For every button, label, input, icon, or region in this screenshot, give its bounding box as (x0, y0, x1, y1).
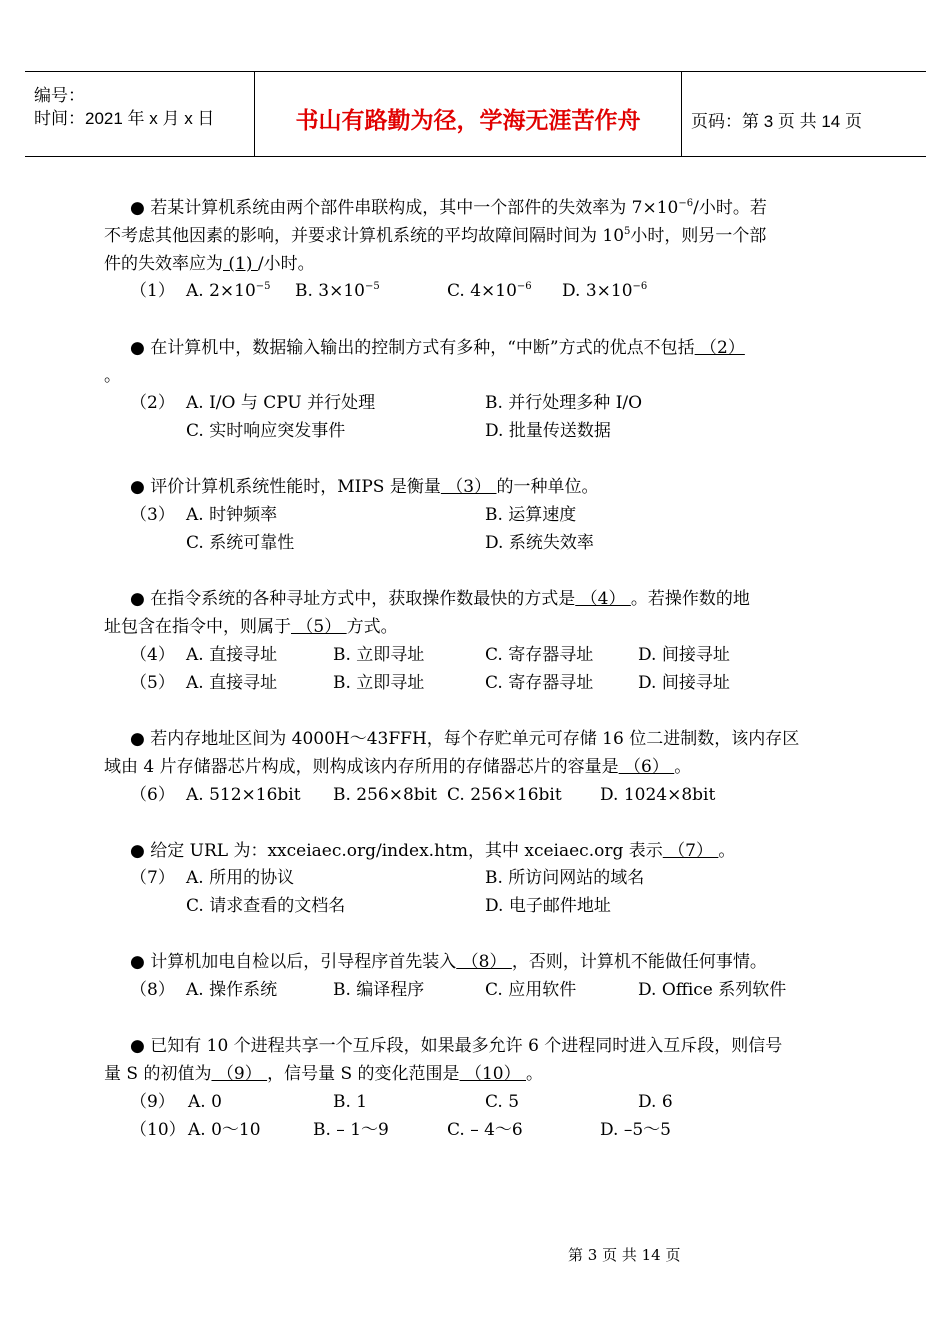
q7-option-a: A. 所用的协议 (186, 868, 295, 888)
answer-blank: （3） (440, 477, 497, 497)
q3-line1: ● 评价计算机系统性能时，MIPS 是衡量 （3） 的一种单位。 (130, 477, 599, 497)
q1-option-b: B. $3\times 10^{-5}$ (295, 281, 380, 301)
q1-line3: 件的失效率应为 (1) /小时。 (104, 254, 315, 274)
q7-num: （7） (130, 868, 175, 888)
q2-option-c: C. 实时响应突发事件 (186, 421, 346, 441)
q6-num: （6） (130, 785, 175, 805)
q6-option-b: B. 256×8bit (333, 785, 437, 805)
answer-blank: （7） (662, 841, 719, 861)
q9-option-d: D. 6 (638, 1092, 673, 1112)
page-label: 页码：第 3 页 共 14 页 (691, 112, 862, 131)
answer-blank: （4） (575, 589, 631, 609)
q2-option-d: D. 批量传送数据 (485, 421, 611, 441)
q1-option-a: A. $2\times 10^{-5}$ (186, 281, 271, 301)
q1-num: （1） (130, 281, 175, 301)
q10-option-c: C. – 4～6 (447, 1120, 523, 1140)
answer-blank: （2） (694, 338, 745, 358)
header-left-cell (25, 72, 255, 156)
time-label: 时间：2021 年 x 月 x 日 (34, 109, 215, 128)
q2-option-b: B. 并行处理多种 I/O (485, 393, 643, 413)
q45-line2: 址包含在指令中，则属于 （5） 方式。 (104, 617, 398, 637)
q5-num: （5） (130, 673, 175, 693)
q4-option-c: C. 寄存器寻址 (485, 645, 594, 665)
q5-option-b: B. 立即寻址 (333, 673, 425, 693)
q6-option-a: A. 512×16bit (186, 785, 301, 805)
q4-option-a: A. 直接寻址 (186, 645, 278, 665)
q5-option-a: A. 直接寻址 (186, 673, 278, 693)
answer-blank: （6） (618, 757, 675, 777)
q3-option-a: A. 时钟频率 (186, 505, 278, 525)
q6-line1: ● 若内存地址区间为 4000H～43FFH，每个存贮单元可存储 16 位二进制数，该内存区 (130, 729, 800, 749)
q910-line1: ● 已知有 10 个进程共享一个互斥段，如果最多允许 6 个进程同时进入互斥段，则信号 (130, 1036, 783, 1056)
q6-option-c: C. 256×16bit (447, 785, 562, 805)
q10-option-b: B. – 1～9 (313, 1120, 389, 1140)
q10-option-d: D. –5～5 (600, 1120, 671, 1140)
q3-option-b: B. 运算速度 (485, 505, 577, 525)
q7-option-d: D. 电子邮件地址 (485, 896, 611, 916)
q8-line1: ● 计算机加电自检以后，引导程序首先装入 （8） ，否则，计算机不能做任何事情。 (130, 952, 767, 972)
answer-blank: （9） (211, 1064, 268, 1084)
q7-line1: ● 给定 URL 为：xxceiaec.org/index.htm，其中 xceiaec.org 表示 （7） 。 (130, 841, 736, 861)
q2-num: （2） (130, 393, 175, 413)
q8-num: （8） (130, 980, 175, 1000)
answer-blank: （8） (456, 952, 512, 972)
page-footer: 第 3 页 共 14 页 (568, 1246, 681, 1264)
page-header (25, 71, 926, 157)
q1-line2: 不考虑其他因素的影响，并要求计算机系统的平均故障间隔时间为 $10^5$小时，则另一个部 (104, 226, 767, 246)
q3-num: （3） (130, 505, 175, 525)
q4-num: （4） (130, 645, 175, 665)
number-label: 编号： (34, 86, 85, 105)
q6-option-d: D. 1024×8bit (600, 785, 716, 805)
q8-option-c: C. 应用软件 (485, 980, 577, 1000)
q9-option-a: A. 0 (188, 1092, 222, 1112)
q2-line1: ● 在计算机中，数据输入输出的控制方式有多种，“中断”方式的优点不包括 （2） (130, 338, 745, 358)
q5-option-c: C. 寄存器寻址 (485, 673, 594, 693)
q6-line2: 域由 4 片存储器芯片构成，则构成该内存所用的存储器芯片的容量是 （6） 。 (104, 757, 692, 777)
header-right-cell (682, 72, 926, 156)
q10-num: （10） (130, 1120, 186, 1140)
motto: 书山有路勤为径，学海无涯苦作舟 (295, 108, 641, 134)
q10-option-a: A. 0～10 (188, 1120, 261, 1140)
q45-line1: ● 在指令系统的各种寻址方式中，获取操作数最快的方式是 （4） 。若操作数的地 (130, 589, 750, 609)
q9-option-c: C. 5 (485, 1092, 520, 1112)
q2-option-a: A. I/O 与 CPU 并行处理 (186, 393, 376, 413)
q9-num: （9） (130, 1092, 175, 1112)
answer-blank: (1) (223, 254, 258, 274)
answer-blank: （5） (291, 617, 347, 637)
q5-option-d: D. 间接寻址 (638, 673, 730, 693)
q1-option-d: D. $3\times 10^{-6}$ (562, 281, 648, 301)
q9-option-b: B. 1 (333, 1092, 368, 1112)
q1-line1: ● 若某计算机系统由两个部件串联构成，其中一个部件的失效率为 $7\times 10^{-6}/$小时。若 (130, 198, 767, 218)
q8-option-d: D. Office 系列软件 (638, 980, 787, 1000)
q4-option-b: B. 立即寻址 (333, 645, 425, 665)
q7-option-c: C. 请求查看的文档名 (186, 896, 346, 916)
q4-option-d: D. 间接寻址 (638, 645, 730, 665)
q910-line2: 量 S 的初值为 （9） ，信号量 S 的变化范围是 （10） 。 (104, 1064, 544, 1084)
q1-option-c: C. $4\times 10^{-6}$ (447, 281, 532, 301)
answer-blank: （10） (459, 1064, 527, 1084)
q2-line2: 。 (104, 366, 121, 386)
q3-option-d: D. 系统失效率 (485, 533, 594, 553)
q8-option-a: A. 操作系统 (186, 980, 278, 1000)
q7-option-b: B. 所访问网站的域名 (485, 868, 645, 888)
header-center-cell (255, 72, 682, 156)
q3-option-c: C. 系统可靠性 (186, 533, 295, 553)
q8-option-b: B. 编译程序 (333, 980, 425, 1000)
